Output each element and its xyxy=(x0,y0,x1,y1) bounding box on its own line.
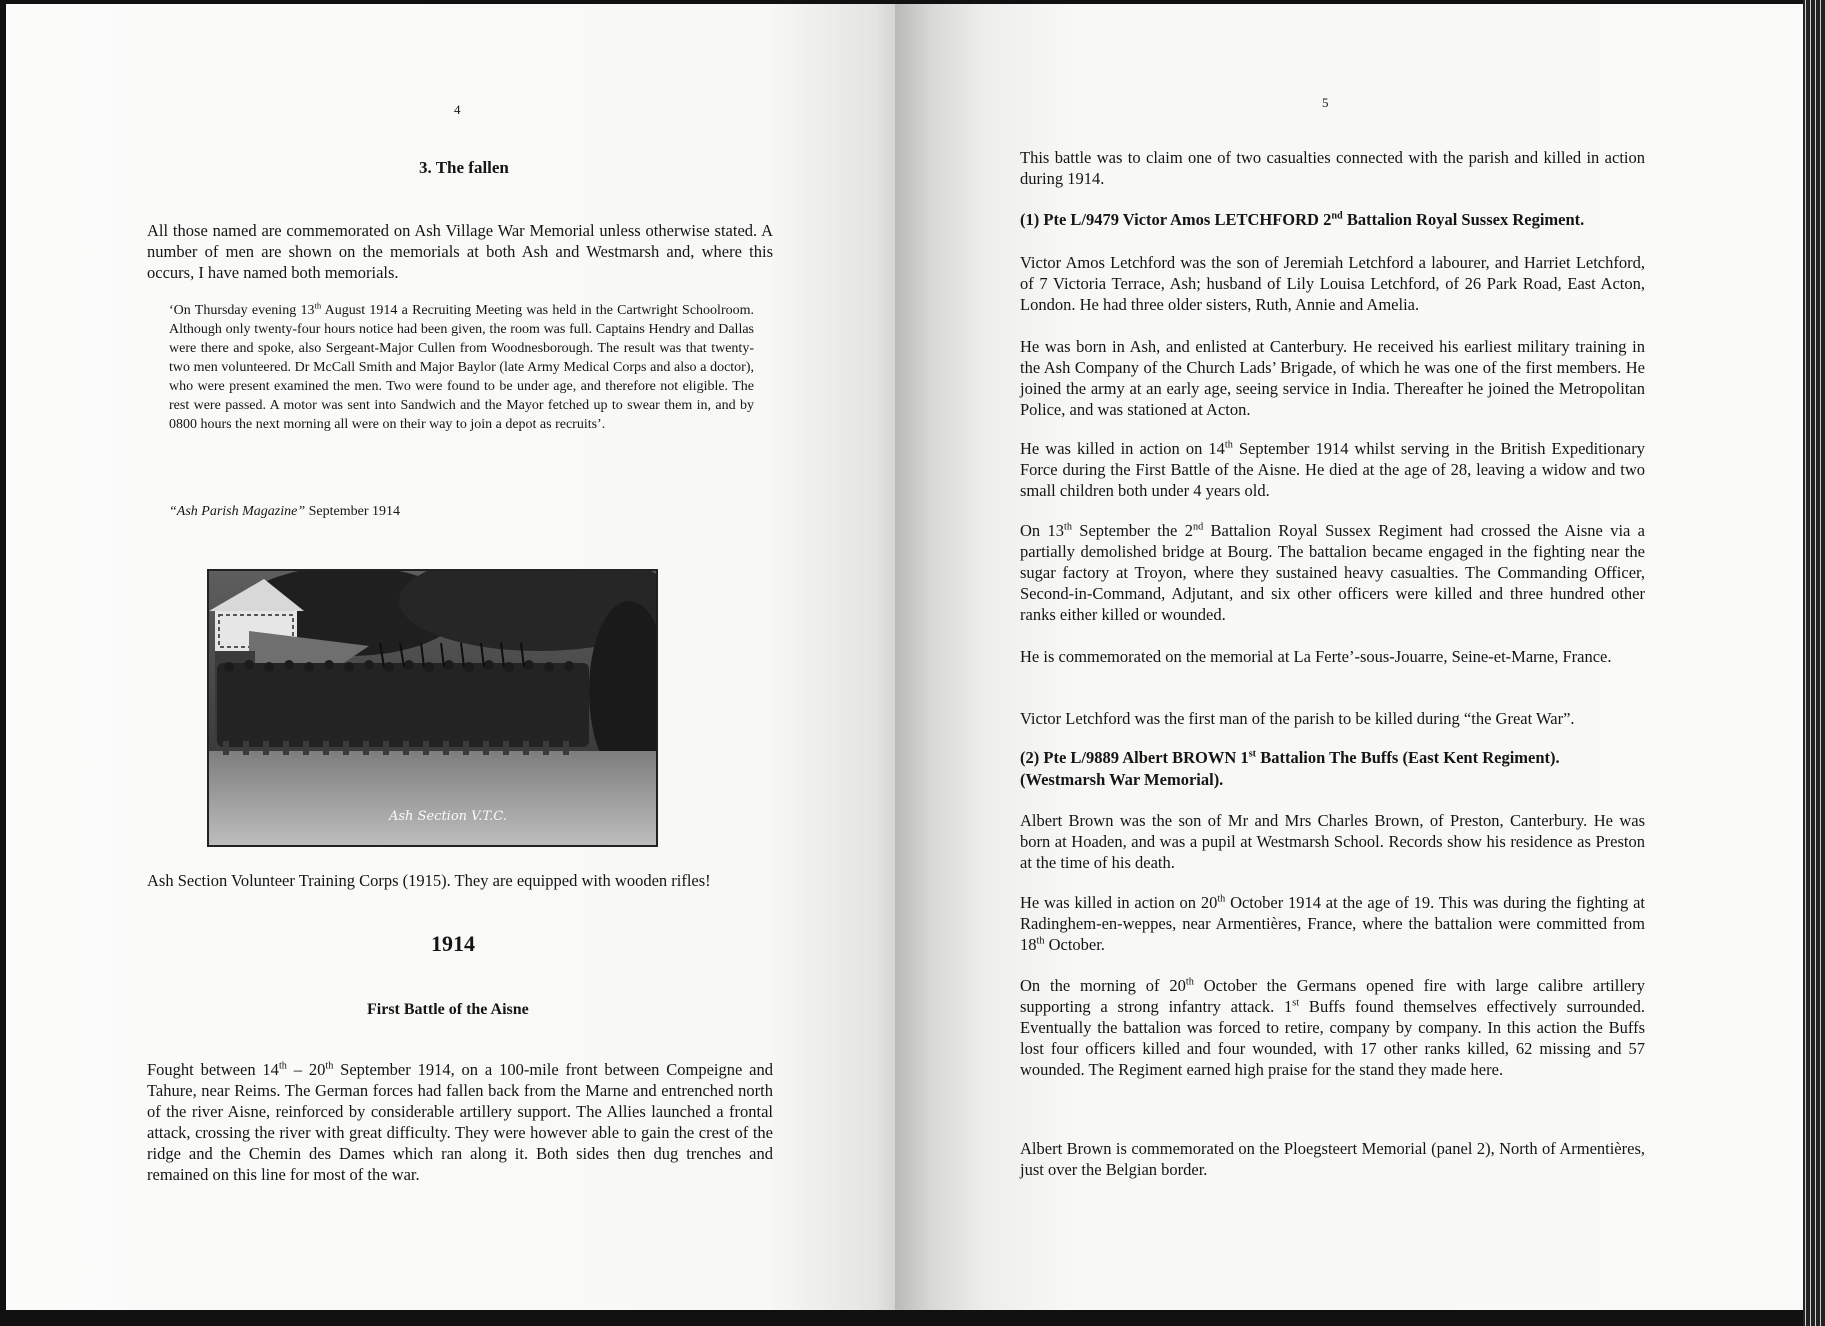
photo-inscription: Ash Section V.T.C. xyxy=(389,809,507,824)
intro-paragraph: All those named are commemorated on Ash Village War Memorial unless otherwise stated. A number of men are shown on the memorials at both Ash and Westmarsh and, where this occurs, I have named both memorials. xyxy=(147,221,773,282)
page-number: 5 xyxy=(1322,95,1329,110)
buffs-action-paragraph: On the morning of 20th October the Germans opened fire with large calibre artillery supporting a strong infantry attack. 1st Buffs found themselves effectively surrounded. Eventually the battalion was forced to retire, company by company. In this action the Buffs lost four officers killed and four wounded, with 17 other ranks killed, 62 missing and 57 wounded. The Regiment earned high praise for the stand they made here. xyxy=(1020,976,1646,1079)
letchford-heading: (1) Pte L/9479 Victor Amos LETCHFORD 2nd Battalion Royal Sussex Regiment. xyxy=(1020,210,1585,229)
letchford-death-paragraph: He was killed in action on 14th September 1914 whilst serving in the British Expeditionary Force during the First Battle of the Aisne. He died at the age of 28, leaving a widow and two small children both under 4 years old. xyxy=(1020,439,1645,500)
photo-caption: Ash Section Volunteer Training Corps (1915). They are equipped with wooden rifles! xyxy=(147,871,711,890)
volunteer-corps-photo xyxy=(207,569,658,847)
intro-paragraph: This battle was to claim one of two casualties connected with the parish and killed in action during 1914. xyxy=(1020,148,1645,188)
brown-memorial-paragraph: Albert Brown is commemorated on the Ploegsteert Memorial (panel 2), North of Armentières, just over the Belgian border. xyxy=(1020,1139,1645,1179)
brown-family-paragraph: Albert Brown was the son of Mr and Mrs Charles Brown, of Preston, Canterbury. He was born at Hoaden, and was a pupil at Westmarsh School. Records show his residence as Preston at the time of his death. xyxy=(1020,811,1645,872)
letchford-service-paragraph: He was born in Ash, and enlisted at Canterbury. He received his earliest military training in the Ash Company of the Church Lads’ Brigade, of which he was one of the first members. He joined the army at an early age, seeing service in India. Thereafter he joined the Metropolitan Police, and was stationed at Acton. xyxy=(1020,337,1645,419)
brown-death-paragraph: He was killed in action on 20th October 1914 at the age of 19. This was during the fighting at Radinghem-en-weppes, near Armentières, France, where the battalion were committed from 18th October. xyxy=(1020,893,1645,954)
battle-heading: First Battle of the Aisne xyxy=(367,1001,529,1018)
royal-sussex-aisne-paragraph: On 13th September the 2nd Battalion Royal Sussex Regiment had crossed the Aisne via a partially demolished bridge at Bourg. The battalion became engaged in the fighting near the sugar factory at Troyon, where they sustained heavy casualties. The Commanding Officer, Second-in-Command, Adjutant, and six other officers were killed and three hundred other ranks either killed or wounded. xyxy=(1020,521,1646,624)
page-number: 4 xyxy=(454,102,461,117)
left-page xyxy=(6,4,902,1310)
quote-source: “Ash Parish Magazine” September 1914 xyxy=(169,504,400,519)
year-heading: 1914 xyxy=(431,931,475,956)
book-edge xyxy=(1803,0,1825,1326)
battle-paragraph: Fought between 14th – 20th September 1914, on a 100-mile front between Compeigne and Tahure, near Reims. The German forces had fallen back from the Marne and entrenched north of the river Aisne, reinforced by considerable artillery support. The Allies launched a frontal attack, crossing the river with great difficulty. They were however able to gain the crest of the ridge and the Chemin des Dames which ran along it. Both sides then dug trenches and remained on this line for most of the war. xyxy=(147,1060,773,1184)
letchford-first-man-paragraph: Victor Letchford was the first man of the parish to be killed during “the Great War”. xyxy=(1020,709,1575,728)
brown-heading: (2) Pte L/9889 Albert BROWN 1st Battalion The Buffs (East Kent Regiment). (Westmarsh War Memorial). xyxy=(1020,748,1560,789)
recruiting-quote: ‘On Thursday evening 13th August 1914 a Recruiting Meeting was held in the Cartwright Schoolroom. Although only twenty-four hours notice had been given, the room was full. Captains Hendry and Dallas were there and spoke, also Sergeant-Major Cullen from Woodnesborough. The result was that twenty-two men volunteered. Dr McCall Smith and Major Baylor (late Army Medical Corps and also a doctor), who were present examined the men. Two were found to be under age, and therefore not eligible. The rest were passed. A motor was sent into Sandwich and the Mayor fetched up to swear them in, and by 0800 hours the next morning all were on their way to join a depot as recruits’. xyxy=(169,300,754,432)
letchford-family-paragraph: Victor Amos Letchford was the son of Jeremiah Letchford a labourer, and Harriet Letchford, of 7 Victoria Terrace, Ash; husband of Lily Louisa Letchford, of 26 Park Road, East Acton, London. He had three older sisters, Ruth, Annie and Amelia. xyxy=(1020,253,1645,314)
photo-illustration xyxy=(209,571,656,845)
letchford-memorial-paragraph: He is commemorated on the memorial at La Ferte’-sous-Jouarre, Seine-et-Marne, France. xyxy=(1020,647,1612,666)
section-heading: 3. The fallen xyxy=(419,158,509,177)
right-page xyxy=(895,4,1803,1310)
